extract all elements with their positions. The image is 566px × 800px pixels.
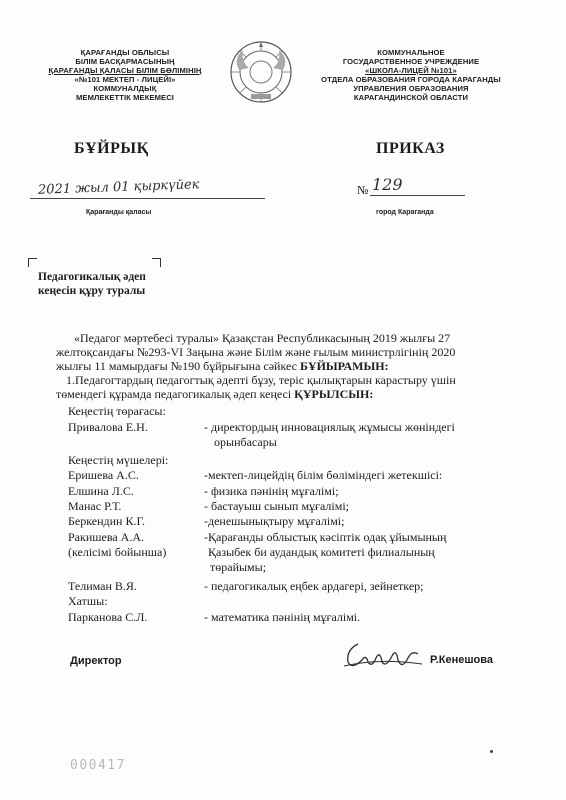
member-name: Елшина Л.С.	[68, 484, 134, 498]
header-left-line: ҚАРАҒАНДЫ ОБЛЫСЫ	[80, 48, 170, 57]
preamble-line: «Педагог мәртебесі туралы» Қазақстан Республикасының 2019 жылғы 27	[74, 331, 451, 345]
item-1-line: 1.Педагогтардың педагогтық әдепті бұзу, теріс қылықтарын карастыру үшін	[66, 373, 456, 387]
header-right-line: ОТДЕЛА ОБРАЗОВАНИЯ ГОРОДА КАРАГАНДЫ	[321, 75, 501, 84]
preamble	[56, 345, 534, 373]
member-role: - директордың инновациялық жұмысы жөніндегі	[204, 420, 455, 434]
scan-speck	[490, 750, 493, 753]
members-label: Кеңестің мүшелері:	[68, 453, 169, 467]
member-role: - бастауыш сынып мұғалімі;	[204, 499, 349, 513]
preamble-line: жылғы 11 мамырдағы №190 бұйрығына сәйкес БҰЙЫРАМЫН:	[56, 359, 389, 374]
header-left-line: «№101 МЕКТЕП - ЛИЦЕЙІ»	[74, 75, 176, 84]
item-1	[66, 373, 536, 387]
header-left-line: БІЛІМ БАСҚАРМАСЫНЫҢ	[75, 57, 175, 66]
header-right-line: «ШКОЛА-ЛИЦЕЙ №101»	[365, 66, 457, 75]
header-left	[40, 48, 210, 102]
member-role: -Қарағанды облыстық кәсіптік одақ ұйымының	[204, 530, 447, 544]
subject-line: Педагогикалық әдеп	[38, 271, 146, 283]
header-left-line: ҚАРАҒАНДЫ ҚАЛАСЫ БІЛІМ БӨЛІМІНІҢ	[48, 66, 202, 75]
member-name: (келісімі бойынша)	[68, 545, 167, 559]
number-handwritten: 129	[372, 175, 403, 194]
member-role: -мектеп-лицейдің білім бөліміндегі жетекшісі:	[204, 468, 443, 482]
member-role: төрайымы;	[210, 560, 267, 574]
member-role: Қазыбек би аудандық комитеті филиалының	[208, 545, 435, 559]
city-kz: Қарағанды қаласы	[86, 209, 152, 216]
signature-icon	[338, 636, 428, 676]
director-label: Директор	[70, 655, 122, 667]
state-emblem-icon	[229, 40, 293, 104]
member-name: Парканова С.Л.	[68, 610, 148, 624]
member-role: - педагогикалық еңбек ардагері, зейнеткер;	[204, 579, 424, 593]
title-ru: ПРИКАЗ	[376, 140, 445, 157]
title-kz: БҰЙРЫҚ	[74, 140, 149, 157]
subject-line: кеңесін құру туралы	[38, 285, 146, 297]
member-name: Беркендин К.Г.	[68, 514, 146, 528]
member-role: орынбасары	[214, 435, 277, 449]
secretary-label: Хатшы:	[68, 594, 108, 608]
member-role: - физика пәнінің мұғалімі;	[204, 484, 339, 498]
header-right-line: КОММУНАЛЬНОЕ	[377, 48, 445, 57]
header-right-line: ГОСУДАРСТВЕННОЕ УЧРЕЖДЕНИЕ	[342, 57, 480, 66]
serial-number: 000417	[70, 758, 126, 773]
city-ru: город Караганда	[376, 209, 434, 216]
subject-bracket	[28, 258, 37, 267]
header-left-line: МЕМЛЕКЕТТІК МЕКЕМЕСІ	[75, 93, 174, 102]
chair-label: Кеңестің төрағасы:	[68, 404, 166, 418]
item-1	[56, 387, 536, 401]
number-prefix: №	[357, 183, 369, 197]
director-name: Р.Кенешова	[430, 654, 493, 666]
member-role: -денешынықтыру мұғалімі;	[204, 514, 345, 528]
date-line	[30, 198, 265, 199]
header-right-line: УПРАВЛЕНИЯ ОБРАЗОВАНИЯ	[353, 84, 469, 93]
number-line	[370, 195, 465, 196]
member-name: Телиман В.Я.	[68, 579, 137, 593]
subject	[38, 270, 146, 298]
preamble-line: желтоқсандағы №293-VI Заңына және Білім және ғылым министрлігінің 2020	[56, 345, 456, 359]
member-name: Манас Р.Т.	[68, 499, 122, 513]
member-name: Ракишева А.А.	[68, 530, 144, 544]
date-handwritten: 2021 жыл 01 қыркүйек	[37, 177, 200, 198]
header-right-line: КАРАГАНДИНСКОЙ ОБЛАСТИ	[353, 93, 469, 102]
member-role: - математика пәнінің мұғалімі.	[204, 610, 361, 624]
subject-bracket	[152, 258, 161, 267]
preamble	[74, 331, 534, 345]
member-name: Еришева А.С.	[68, 468, 139, 482]
item-1-line: төмендегі құрамда педагогикалық әдеп кеңесі ҚҰРЫЛСЫН:	[56, 387, 374, 401]
header-right	[296, 48, 526, 102]
member-name: Привалова Е.Н.	[68, 420, 148, 434]
header-left-line: КОММУНАЛДЫҚ	[93, 84, 157, 93]
